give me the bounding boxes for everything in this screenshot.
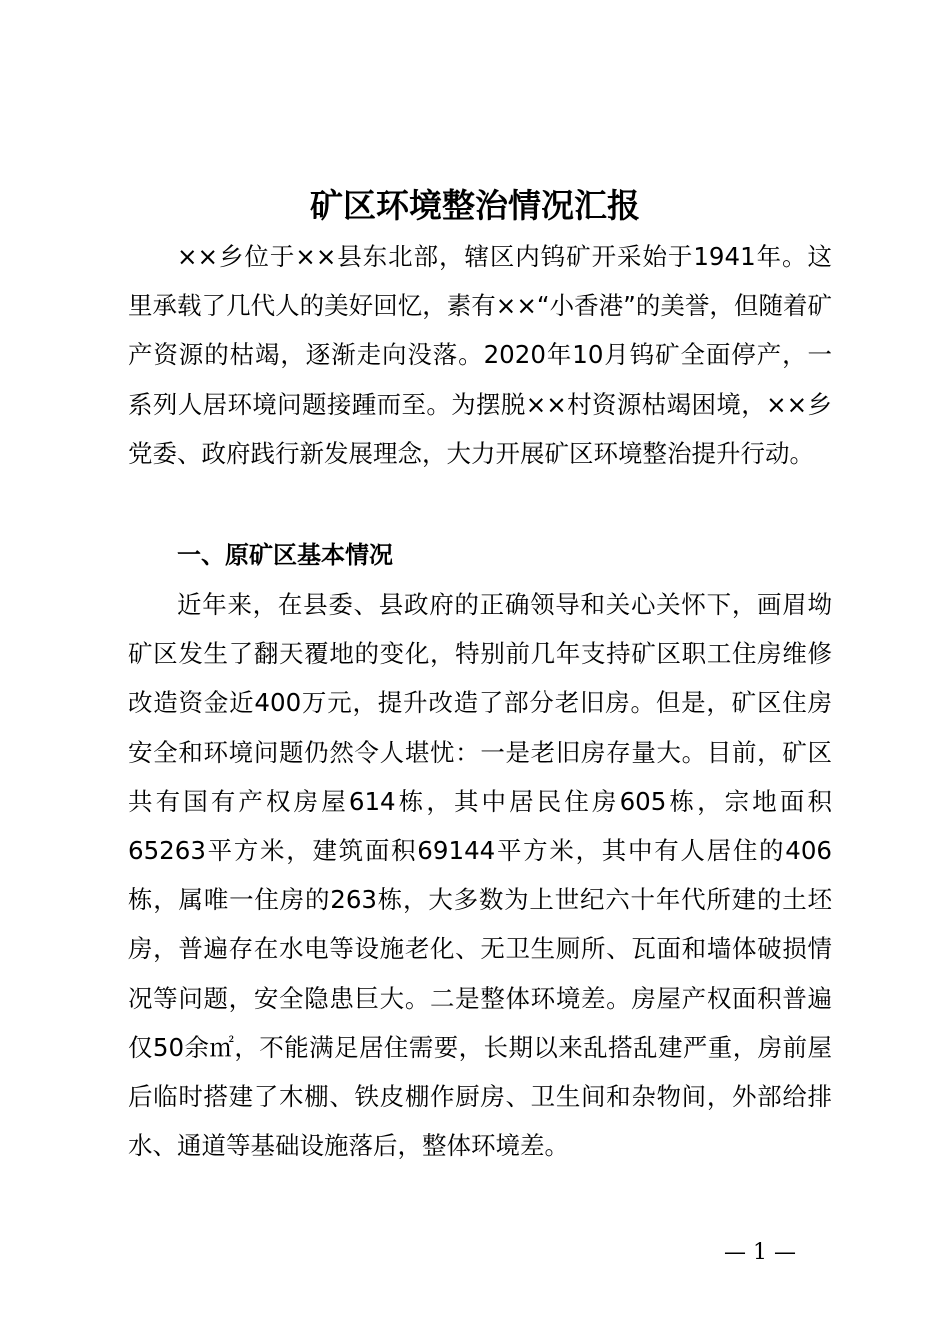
section-heading-1: 一、原矿区基本情况 [177,541,393,569]
page-number: — 1 — [724,1240,796,1265]
document-title: 矿区环境整治情况汇报 [310,186,640,225]
intro-paragraph: ××乡位于××县东北部，辖区内钨矿开采始于1941年。这里承载了几代人的美好回忆，素有××“小香港”的美誉，但随着矿产资源的枯竭，逐渐走向没落。2020年10月钨矿全面停产，一系列人居环境问题接踵而至。为摆脱××村资源枯竭困境，××乡党委、政府践行新发展理念，大力开展矿区环境整治提升行动。 [128,242,832,468]
section-1-paragraph: 近年来，在县委、县政府的正确领导和关心关怀下，画眉坳矿区发生了翻天覆地的变化，特别前几年支持矿区职工住房维修改造资金近400万元，提升改造了部分老旧房。但是，矿区住房安全和环境问题仍然令人堪忧：一是老旧房存量大。目前，矿区共有国有产权房屋614栋，其中居民住房605栋，宗地面积65263平方米，建筑面积69144平方米，其中有人居住的406栋，属唯一住房的263栋，大多数为上世纪六十年代所建的土坯房，普遍存在水电等设施老化、无卫生厕所、瓦面和墙体破损情况等问题，安全隐患巨大。二是整体环境差。房屋产权面积普遍仅50余㎡，不能满足居住需要，长期以来乱搭乱建严重，房前屋后临时搭建了木棚、铁皮棚作厨房、卫生间和杂物间，外部给排水、通道等基础设施落后，整体环境差。 [128,590,832,1161]
